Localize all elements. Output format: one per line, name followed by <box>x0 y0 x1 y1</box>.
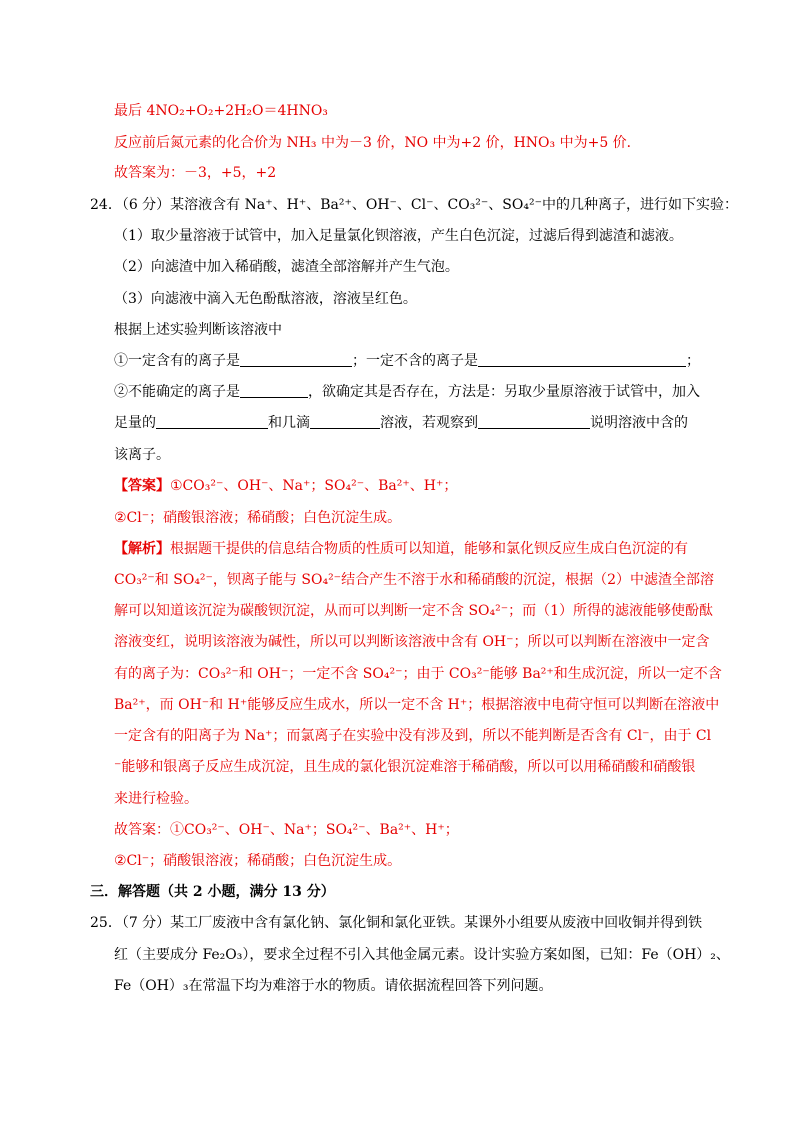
q24-analysis-line-7: ⁻能够和银离子反应生成沉淀，且生成的氯化银沉淀难溶于稀硝酸，所以可以用稀硝酸和硝酸银 <box>114 759 696 775</box>
analysis-text: 根据题干提供的信息结合物质的性质可以知道，能够和氯化钡反应生成白色沉淀的有 <box>170 541 688 557</box>
q24-analysis-line-3: 溶液变红，说明该溶液为碱性，所以可以判断该溶液中含有 OH⁻；所以可以判断在溶液中一定含 <box>114 634 710 650</box>
q24-final-answer-2: ②Cl⁻；硝酸银溶液；稀硝酸；白色沉淀生成。 <box>114 853 402 869</box>
answer-label: 【答案】 <box>114 478 170 494</box>
prev-answer: 故答案为：－3，+5，+2 <box>114 165 277 181</box>
q24-analysis-line-5: Ba²⁺，而 OH⁻和 H⁺能够反应生成水，所以一定不含 H⁺；根据溶液中电荷守恒可以判断在溶液中 <box>114 697 720 713</box>
blank1-label-b: ；一定不含的离子是 <box>352 353 478 369</box>
q25-line-1: 25．（7 分）某工厂废液中含有氯化钠、氯化铜和氯化亚铁。某课外小组要从废液中回收铜并得到铁 <box>90 915 703 931</box>
q24-end: 该离子。 <box>114 447 170 463</box>
q24-analysis-line-8: 来进行检验。 <box>114 791 198 807</box>
blank1-label-a: ①一定含有的离子是 <box>114 353 240 369</box>
q24-stem: 24．（6 分）某溶液含有 Na⁺、H⁺、Ba²⁺、OH⁻、Cl⁻、CO₃²⁻、SO₄²⁻中的几种离子，进行如下实验： <box>90 197 738 213</box>
q24-analysis-line-2: 解可以知道该沉淀为碳酸钡沉淀，从而可以判断一定不含 SO₄²⁻；而（1）所得的滤液能够使酚酞 <box>114 603 714 619</box>
q25-line-3: Fe（OH）₃在常温下均为难溶于水的物质。请依据流程回答下列问题。 <box>114 978 553 994</box>
q25-line-2: 红（主要成分 Fe₂O₃），要求全过程不引入其他金属元素。设计实验方案如图，已知：Fe（OH）₂、 <box>114 947 730 963</box>
answer-1: ①CO₃²⁻、OH⁻、Na⁺；SO₄²⁻、Ba²⁺、H⁺； <box>170 478 458 494</box>
q24-judge: 根据上述实验判断该溶液中 <box>114 322 282 338</box>
q24-blank-line-2 <box>114 382 700 402</box>
blank2-label-b: ，欲确定其是否存在，方法是：另取少量原溶液于试管中，加入 <box>308 384 700 400</box>
q24-step1: （1）取少量溶液于试管中，加入足量氯化钡溶液，产生白色沉淀，过滤后得到滤渣和滤液。 <box>114 228 683 244</box>
q24-analysis-line-1: CO₃²⁻和 SO₄²⁻，钡离子能与 SO₄²⁻结合产生不溶于水和稀硝酸的沉淀，根据（2）中滤渣全部溶 <box>114 572 714 588</box>
section-title: 三．解答题（共 2 小题，满分 13 分） <box>90 884 335 900</box>
blank3-label-c: 溶液，若观察到 <box>380 415 478 431</box>
blank-uncertain-ion[interactable] <box>240 383 308 398</box>
q24-blank-line-1 <box>114 351 700 371</box>
q24-blank-line-3 <box>114 413 688 433</box>
blank-observation[interactable] <box>478 414 590 429</box>
q24-step2: （2）向滤渣中加入稀硝酸，滤渣全部溶解并产生气泡。 <box>114 259 459 275</box>
blank1-label-c: ； <box>686 353 700 369</box>
q24-final-answer-1: 故答案：①CO₃²⁻、OH⁻、Na⁺；SO₄²⁻、Ba²⁺、H⁺； <box>114 822 459 838</box>
q24-analysis-line-0 <box>114 539 688 559</box>
final-equation: 最后 4NO₂+O₂+2H₂O＝4HNO₃ <box>114 103 328 119</box>
valence-note: 反应前后氮元素的化合价为 NH₃ 中为－3 价，NO 中为+2 价，HNO₃ 中为+5 价． <box>114 135 641 151</box>
q24-analysis-line-4: 有的离子为：CO₃²⁻和 OH⁻；一定不含 SO₄²⁻；由于 CO₃²⁻能够 Ba²⁺和生成沉淀，所以一定不含 <box>114 666 722 682</box>
blank2-label-a: ②不能确定的离子是 <box>114 384 240 400</box>
blank3-label-b: 和几滴 <box>268 415 310 431</box>
q24-step3: （3）向滤液中滴入无色酚酞溶液，溶液呈红色。 <box>114 291 417 307</box>
blank-definite-ions[interactable] <box>240 352 352 367</box>
q24-answer-line-1 <box>114 476 457 496</box>
blank-absent-ions[interactable] <box>478 352 686 367</box>
analysis-label: 【解析】 <box>114 541 170 557</box>
blank3-label-d: 说明溶液中含的 <box>590 415 688 431</box>
q24-analysis-line-6: 一定含有的阳离子为 Na⁺；而氯离子在实验中没有涉及到，所以不能判断是否含有 Cl⁻，由于 Cl <box>114 728 712 744</box>
blank-reagent-1[interactable] <box>156 414 268 429</box>
blank-reagent-2[interactable] <box>310 414 380 429</box>
q24-answer-2: ②Cl⁻；硝酸银溶液；稀硝酸；白色沉淀生成。 <box>114 510 402 526</box>
blank3-label-a: 足量的 <box>114 415 156 431</box>
